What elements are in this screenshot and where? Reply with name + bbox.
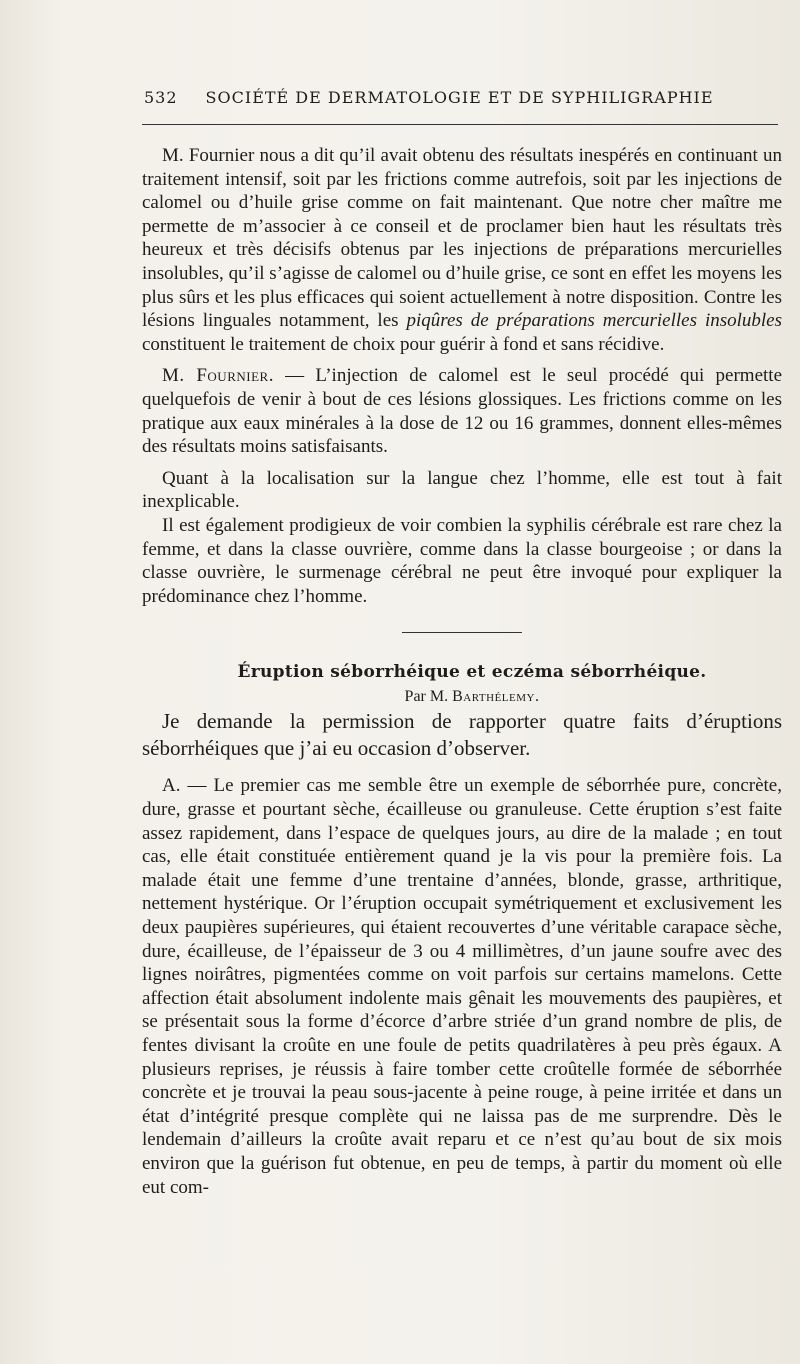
paragraph-case-a: A. — Le premier cas me semble être un exemple de séborrhée pure, concrète, dure, grasse et pourtant sèche, écailleuse ou granuleuse. Cette éruption s’est faite assez rapidement, dans l’espace de quelques jours, au dire de la malade ; en tout cas, elle était constituée entièrement quand je la vis pour la première fois. La malade était une femme d’une trentaine d’années, blonde, grasse, arthritique, nettement hystérique. Or l’éruption occupait symétriquement et exclusivement les deux paupières supérieures, qui étaient recouvertes d’une véritable carapace sèche, dure, écailleuse, de l’épaisseur de 3 ou 4 millimètres, d’un jaune soufre avec des lignes noirâtres, pigmentées comme on voit parfois sur certains mamelons. Cette affection était absolument indolente mais gênait les mouvements des paupières, et se présentait sous la forme d’écorce d’arbre striée d’un grand nombre de plis, de fentes divisant la croûte en une foule de petits quadrilatères à peu près égaux. A plusieurs reprises, je réussis à faire tomber cette croûtelle formée de séborrhée concrète et je trouvai la peau sous-jacente à peine rouge, à peine irritée et dans un état d’intégrité presque complète qui ne laissa pas de me surprendre. Dès le lendemain d’ailleurs la croûte avait reparu et ce n’est qu’au bout de six mois environ que la guérison fut obtenue, en peu de temps, à partir du moment où elle eut com- (142, 775, 782, 1198)
italic-phrase: piqûres de préparations mercurielles insolubles (406, 310, 782, 332)
paragraph-text: constituent le traitement de choix pour guérir à fond et sans récidive. (142, 333, 665, 355)
page-body (142, 144, 782, 1199)
paragraph-text: — L’injection de calomel est le seul procédé qui permette quelquefois de venir à bout de ces lésions glossiques. Les frictions comme on les pratique aux eaux minérales à la dose de 12 ou 16 grammes, donnent elles-mêmes des résultats moins satisfaisants. (142, 365, 783, 458)
section-separator (402, 632, 522, 633)
running-header (144, 88, 780, 107)
page-number: 532 (144, 88, 178, 107)
paragraph-fournier-reply (142, 364, 782, 458)
author-prefix: Par M. (404, 687, 453, 705)
article-title: Éruption séborrhéique et eczéma séborrhéique. (237, 662, 707, 683)
speaker-name: M. Fournier. (162, 365, 274, 387)
paragraph-fournier-results (142, 144, 782, 356)
paragraph-introduction: Je demande la permission de rapporter quatre faits d’éruptions séborrhéiques que j’ai eu occasion d’observer. (142, 709, 782, 761)
running-title: SOCIÉTÉ DE DERMATOLOGIE ET DE SYPHILIGRAPHIE (205, 88, 714, 107)
paragraph-localisation: Quant à la localisation sur la langue chez l’homme, elle est tout à fait inexplicable. (142, 467, 782, 513)
article-author (142, 685, 782, 709)
header-rule (142, 124, 778, 125)
author-name: Barthélemy. (452, 687, 540, 705)
paragraph-syphilis-cerebrale: Il est également prodigieux de voir combien la syphilis cérébrale est rare chez la femme, et dans la classe ouvrière, comme dans la classe bourgeoise ; or dans la classe ouvrière, le surmenage cérébral ne peut être invoqué pour expliquer la prédominance chez l’homme. (142, 514, 782, 607)
paragraph-text: M. Fournier nous a dit qu’il avait obtenu des résultats inespérés en continuant un traitement intensif, soit par les frictions comme autrefois, soit par les injections de calomel ou d’huile grise comme on fait maintenant. Que notre cher maître me permette de m’associer à ce conseil et de proclamer bien haut les résultats très heureux et très décisifs obtenus par les injections de préparations mercurielles insolubles, qu’il s’agisse de calomel ou d’huile grise, ce sont en effet les moyens les plus sûrs et les plus efficaces qui soient actuellement à notre disposition. Contre les lésions linguales notamment, les (142, 145, 782, 332)
